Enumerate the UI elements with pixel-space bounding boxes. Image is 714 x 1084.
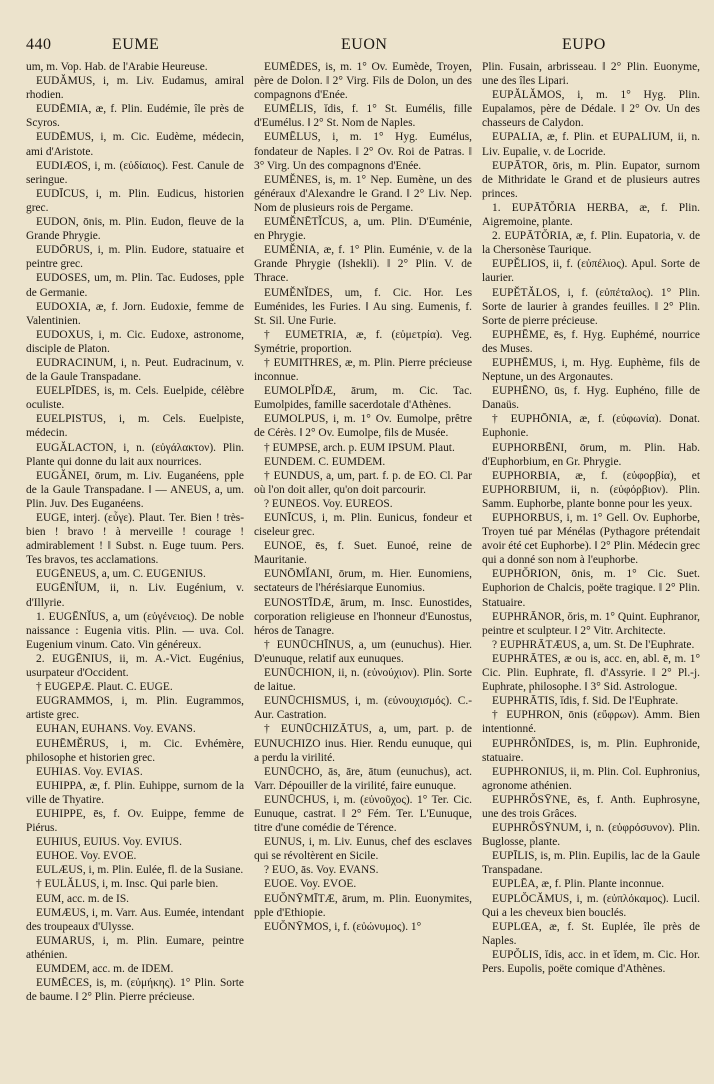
dictionary-entry: EUPHĒME, ēs, f. Hyg. Euphémé, nourrice des Muses.	[482, 328, 700, 355]
dictionary-entry: EUNUS, i, m. Liv. Eunus, chef des esclaves qui se révoltèrent en Sicile.	[254, 836, 472, 863]
dictionary-entry: EUDIÆOS, i, m. (εὐδίαιος). Fest. Canule de seringue.	[26, 159, 244, 186]
headword-left: EUME	[112, 36, 160, 53]
dictionary-entry: EUM, acc. m. de IS.	[36, 892, 129, 905]
dictionary-entry: EUMĔNĬDES, um, f. Cic. Hor. Les Euménides, les Furies. ‖ Au sing. Eumenis, f. St. Sil. Une Furie.	[254, 286, 472, 327]
dictionary-entry: EUPĂLĂMOS, i, m. 1° Hyg. Plin. Eupalamos, père de Dédale. ‖ 2° Ov. Un des chasseurs de Calydon.	[482, 89, 700, 130]
running-header	[26, 36, 698, 54]
dictionary-entry: EUNOE, ēs, f. Suet. Eunoé, reine de Mauritanie.	[254, 540, 472, 567]
headword-right: EUPO	[562, 36, 606, 53]
dictionary-entry: EUDON, ōnis, m. Plin. Eudon, fleuve de la Grande Phrygie.	[26, 216, 244, 243]
dictionary-entry: EUGĒNEUS, a, um. C. EUGENIUS.	[36, 568, 206, 581]
dictionary-entry: um, m. Vop. Hab. de l'Arabie Heureuse.	[26, 61, 208, 73]
dictionary-entry: EUDOSES, um, m. Plin. Tac. Eudoses, pple de Germanie.	[26, 272, 244, 299]
dictionary-entry: † EUNDUS, a, um, part. f. p. de EO. Cl. Par où l'on doit aller, qu'on doit parcourir.	[254, 469, 472, 496]
dictionary-entry: EUPHĒMUS, i, m. Hyg. Euphème, fils de Neptune, un des Argonautes.	[482, 356, 700, 384]
dictionary-entry: EUPHRĀTIS, ĭdis, f. Sid. De l'Euphrate.	[492, 695, 679, 708]
dictionary-entry: Plin. Fusain, arbrisseau. ‖ 2° Plin. Euonyme, une des îles Lipari.	[482, 61, 700, 88]
dictionary-entry: EUMOLPUS, i, m. 1° Ov. Eumolpe, prêtre de Cérès. ‖ 2° Ov. Eumolpe, fils de Musée.	[254, 413, 472, 440]
dictionary-entry: EUPHĒNO, ūs, f. Hyg. Euphéno, fille de Danaüs.	[482, 385, 700, 412]
dictionary-entry: EUHIPPA, æ, f. Plin. Euhippe, surnom de la ville de Thyatire.	[26, 779, 244, 806]
dictionary-entry: EUHIUS, EUIUS. Voy. EVIUS.	[36, 836, 182, 849]
dictionary-entry: EUMĒDES, is, m. 1° Ov. Eumède, Troyen, père de Dolon. ‖ 2° Virg. Fils de Dolon, un des compagnons d'Enée.	[254, 61, 472, 102]
dictionary-entry: EUPHŎRION, ōnis, m. 1° Cic. Suet. Euphorion de Chalcis, poëte tragique. ‖ 2° Plin. Statuaire.	[482, 568, 700, 609]
dictionary-entry: EUPHRŎSȲNE, ēs, f. Anth. Euphrosyne, une des trois Grâces.	[482, 793, 700, 820]
dictionary-entry: EUMDEM, acc. m. de IDEM.	[36, 963, 174, 975]
dictionary-entry: EUMĔNES, is, m. 1° Nep. Eumène, un des généraux d'Alexandre le Grand. ‖ 2° Liv. Nep. Nom de plusieurs rois de Pergame.	[254, 173, 472, 214]
dictionary-entry: EUMĔNIA, æ, f. 1° Plin. Euménie, v. de la Grande Phrygie (Ishekli). ‖ 2° Plin. V. de Thrace.	[254, 244, 472, 285]
dictionary-entry: EULÆUS, i, m. Plin. Eulée, fl. de la Susiane.	[36, 864, 244, 877]
dictionary-entry: EUNŪCHION, ii, n. (εὐνούχιον). Plin. Sorte de laitue.	[254, 667, 472, 694]
dictionary-entry: EUHIAS. Voy. EVIAS.	[36, 765, 143, 778]
dictionary-entry: EUPĀTOR, ōris, m. Plin. Eupator, surnom de Mithridate le Grand et de plusieurs autres princes.	[482, 159, 700, 200]
dictionary-entry: 1. EUGĒNĬUS, a, um (εὐγένειος). De noble naissance : Eugenia vitis. Plin. — uva. Col. Eugenium vinum. Cato. Vin généreux.	[26, 610, 244, 651]
headword-center: EUON	[341, 36, 388, 53]
dictionary-entry: EUPHRĀNOR, ŏris, m. 1° Quint. Euphranor, peintre et sculpteur. ‖ 2° Vitr. Architecte.	[482, 610, 700, 637]
dictionary-entry: EUPHRONIUS, ii, m. Plin. Col. Euphronius, agronome athénien.	[482, 765, 700, 792]
dictionary-entry: EUGE, interj. (εὖγε). Plaut. Ter. Bien ! très-bien ! bravo ! à merveille ! courage ! admirablement ! ‖ Subst. n. Euge tuum. Pers. Tes bravos, tes acclamations.	[26, 512, 244, 567]
dictionary-entry: EUDĪCUS, i, m. Plin. Eudicus, historien grec.	[26, 187, 244, 214]
dictionary-entry: EUGĂLACTON, i, n. (εὐγάλακτον). Plin. Plante qui donne du lait aux nourrices.	[26, 441, 244, 468]
dictionary-entry: EUGĂNEI, ōrum, m. Liv. Euganéens, pple de la Gaule Transpadane. ‖ — ANEUS, a, um. Plin. Juv. Des Euganéens.	[26, 469, 244, 510]
dictionary-entry: EUPLŎCĂMUS, i, m. (εὐπλόκαμος). Lucil. Qui a les cheveux bien bouclés.	[482, 892, 700, 919]
dictionary-entry: EUŎNȲMOS, i, f. (εὐώνυμος). 1°	[264, 920, 422, 933]
dictionary-entry: EUMĒLUS, i, m. 1° Hyg. Eumélus, fondateur de Naples. ‖ 2° Ov. Roi de Patras. ‖ 3° Virg. Un des compagnons d'Enée.	[254, 131, 472, 172]
dictionary-entry: † EUPHRON, ōnis (εὔφρων). Amm. Bien intentionné.	[482, 709, 700, 736]
dictionary-entry: EUPHORBĒNI, ōrum, m. Plin. Hab. d'Euphorbium, en Gr. Phrygie.	[482, 441, 700, 468]
dictionary-entry: EUDŌRUS, i, m. Plin. Eudore, statuaire et peintre grec.	[26, 244, 244, 271]
dictionary-entry: EUNDEM. C. EUMDEM.	[264, 455, 386, 468]
dictionary-entry: EUDĒMUS, i, m. Cic. Eudème, médecin, ami d'Aristote.	[26, 131, 244, 158]
dictionary-entry: † EUMETRIA, æ, f. (εὐμετρία). Veg. Symétrie, proportion.	[254, 328, 472, 355]
dictionary-entry: EUOE. Voy. EVOE.	[264, 878, 357, 891]
dictionary-entry: † EUNŪCHIZĀTUS, a, um, part. p. de EUNUCHIZO inus. Hier. Rendu eunuque, qui a perdu la virilité.	[254, 723, 472, 764]
dictionary-entry: EUŎNȲMĪTÆ, ārum, m. Plin. Euonymites, pple d'Ethiopie.	[254, 892, 472, 919]
dictionary-entry: EUHAN, EUHANS. Voy. EVANS.	[36, 723, 196, 736]
dictionary-entry: EUELPĪDES, is, m. Cels. Euelpide, célèbre oculiste.	[26, 385, 244, 412]
dictionary-entry: EUELPISTUS, i, m. Cels. Euelpiste, médecin.	[26, 413, 244, 440]
dictionary-entry: EUPĪLIS, is, m. Plin. Eupilis, lac de la Gaule Transpadane.	[482, 850, 700, 877]
dictionary-entry: EUPALIA, æ, f. Plin. et EUPALIUM, ii, n. Liv. Eupalie, v. de Locride.	[482, 131, 700, 158]
dictionary-entry: ? EUO, ās. Voy. EVANS.	[264, 864, 379, 877]
dictionary-entry: EUPHORBUS, i, m. 1° Gell. Ov. Euphorbe, Troyen tué par Ménélas (Pythagore prétendait avoir été cet Euphorbe). ‖ 2° Plin. Médecin grec qui a donné son nom à l'euphorbe.	[482, 512, 700, 567]
column-center	[254, 60, 472, 1070]
dictionary-entry: 1. EUPĀTŎRIA HERBA, æ, f. Plin. Aigremoine, plante.	[482, 201, 700, 229]
dictionary-entry: EUMÆUS, i, m. Varr. Aus. Eumée, intendant des troupeaux d'Ulysse.	[26, 906, 244, 933]
dictionary-entry: † EUNŪCHĪNUS, a, um (eunuchus). Hier. D'eunuque, relatif aux eunuques.	[254, 638, 472, 665]
dictionary-entry: EUPLĒA, æ, f. Plin. Plante inconnue.	[492, 878, 665, 891]
dictionary-entry: EUHIPPE, ēs, f. Ov. Euippe, femme de Piérus.	[26, 807, 244, 835]
dictionary-entry: ? EUNEOS. Voy. EUREOS.	[264, 497, 393, 510]
dictionary-entry: EUHOE. Voy. EVOE.	[36, 850, 137, 863]
dictionary-entry: EUPĔTĂLOS, i, f. (εὐπέταλος). 1° Plin. Sorte de laurier à grandes feuilles. ‖ 2° Plin. Sorte de pierre précieuse.	[482, 286, 700, 327]
dictionary-entry: EUPHRŎNĪDES, is, m. Plin. Euphronide, statuaire.	[482, 737, 700, 764]
dictionary-entry: EUPŎLIS, ĭdis, acc. in et ĭdem, m. Cic. Hor. Pers. Eupolis, poëte comique d'Athènes.	[482, 948, 700, 975]
dictionary-entry: EUDRACINUM, i, n. Peut. Eudracinum, v. de la Gaule Transpadane.	[26, 356, 244, 384]
dictionary-entry: EUMĒCES, is, m. (εὐμήκης). 1° Plin. Sorte de baume. ‖ 2° Plin. Pierre précieuse.	[26, 977, 244, 1004]
column-right	[482, 60, 700, 1070]
dictionary-entry: EUNŌMĬANI, ōrum, m. Hier. Eunomiens, sectateurs de l'hérésiarque Eunomius.	[254, 568, 472, 595]
dictionary-entry: EUGRAMMOS, i, m. Plin. Eugrammos, artiste grec.	[26, 695, 244, 722]
dictionary-entry: ? EUPHRĀTÆUS, a, um. St. De l'Euphrate.	[492, 638, 695, 651]
dictionary-entry: EUMOLPĬDÆ, ārum, m. Cic. Tac. Eumolpides, famille sacerdotale d'Athènes.	[254, 385, 472, 412]
dictionary-entry: EUDOXIA, æ, f. Jorn. Eudoxie, femme de Valentinien.	[26, 300, 244, 327]
dictionary-entry: † EUGEPÆ. Plaut. C. EUGE.	[36, 681, 173, 694]
dictionary-entry: EUPHRĀTES, æ ou is, acc. en, abl. ē, m. 1° Cic. Plin. Euphrate, fl. d'Assyrie. ‖ 2° Pl.-j. Euphrate, philosophe. ‖ 3° Sid. Astrologue.	[482, 652, 700, 694]
columns	[26, 60, 700, 1070]
dictionary-entry: 2. EUPĀTŎRIA, æ, f. Plin. Eupatoria, v. de la Chersonèse Taurique.	[482, 230, 700, 257]
dictionary-entry: EUNĪCUS, i, m. Plin. Eunicus, fondeur et ciseleur grec.	[254, 512, 472, 539]
dictionary-entry: EUPHORBIA, æ, f. (εὐφορβία), et EUPHORBIUM, ii, n. (εὐφόρβιον). Plin. Samm. Euphorbe, plante bonne pour les yeux.	[482, 469, 700, 510]
dictionary-entry: EUPHRŎSȲNUM, i, n. (εὐφρόσυνον). Plin. Buglosse, plante.	[482, 822, 700, 849]
dictionary-entry: EUNOSTĪDÆ, ārum, m. Insc. Eunostides, corporation religieuse en l'honneur d'Eunostus, héros de Tanagre.	[254, 596, 472, 637]
dictionary-entry: EUPLŒA, æ, f. St. Euplée, île près de Naples.	[482, 920, 700, 947]
dictionary-entry: EUDOXUS, i, m. Cic. Eudoxe, astronome, disciple de Platon.	[26, 328, 244, 355]
dictionary-entry: † EULĂLUS, i, m. Insc. Qui parle bien.	[36, 878, 219, 891]
dictionary-entry: EUHĒMĔRUS, i, m. Cic. Evhémère, philosophe et historien grec.	[26, 737, 244, 764]
dictionary-entry: EUNŪCHUS, i, m. (εὐνοῦχος). 1° Ter. Cic. Eunuque, castrat. ‖ 2° Fém. Ter. L'Eunuque, titre d'une comédie de Térence.	[254, 793, 472, 835]
dictionary-entry: EUMARUS, i, m. Plin. Eumare, peintre athénien.	[26, 934, 244, 961]
dictionary-entry: EUNŪCHISMUS, i, m. (εὐνουχισμός). C.-Aur. Castration.	[254, 695, 472, 722]
column-left	[26, 60, 244, 1070]
dictionary-entry: EUDĂMUS, i, m. Liv. Eudamus, amiral rhodien.	[26, 75, 244, 102]
dictionary-entry: EUPĔLIOS, ii, f. (εὐπέλιος). Apul. Sorte de laurier.	[482, 258, 700, 285]
dictionary-entry: EUMĔNĒTĬCUS, a, um. Plin. D'Euménie, en Phrygie.	[254, 216, 472, 243]
page-number: 440	[26, 36, 52, 53]
dictionary-entry: † EUPHŌNIA, æ, f. (εὐφωνία). Donat. Euphonie.	[482, 413, 700, 440]
dictionary-entry: EUDĒMIA, æ, f. Plin. Eudémie, île près de Scyros.	[26, 103, 244, 130]
dictionary-entry: EUMĒLIS, ĭdis, f. 1° St. Eumélis, fille d'Eumélus. ‖ 2° St. Nom de Naples.	[254, 103, 472, 130]
dictionary-entry: EUNŪCHO, ās, āre, ātum (eunuchus), act. Varr. Dépouiller de la virilité, faire eunuque.	[254, 765, 472, 792]
dictionary-entry: 2. EUGĒNIUS, ii, m. A.-Vict. Eugénius, usurpateur d'Occident.	[26, 652, 244, 680]
dictionary-entry: † EUMPSE, arch. p. EUM IPSUM. Plaut.	[264, 441, 455, 454]
dictionary-entry: † EUMITHRES, æ, m. Plin. Pierre précieuse inconnue.	[254, 356, 472, 384]
dictionary-entry: EUGĒNĬUM, ii, n. Liv. Eugénium, v. d'Illyrie.	[26, 582, 244, 609]
